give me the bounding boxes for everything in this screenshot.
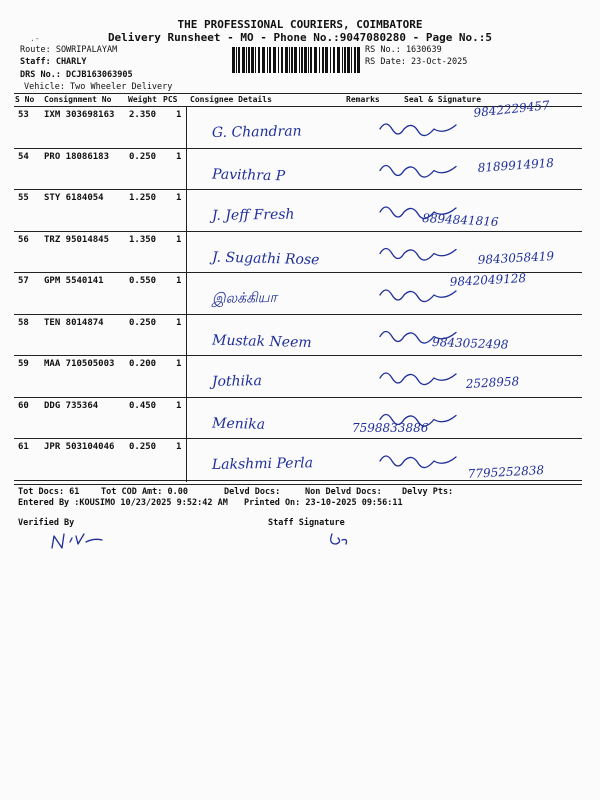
row-signature-scribble	[380, 456, 456, 468]
row-pcs: 1	[176, 276, 182, 286]
row-weight: 0.250	[129, 442, 157, 452]
row-pcs: 1	[176, 400, 182, 411]
col-seal: Seal & Signature	[404, 95, 482, 104]
row-sno: 55	[18, 193, 29, 203]
staff-label: Staff: CHARLY	[20, 57, 87, 67]
row-seal-phone: 7795252838	[467, 463, 545, 481]
row-consignee-handwritten: Lakshmi Perla	[211, 455, 314, 473]
col-remarks: Remarks	[346, 95, 380, 104]
row-sno: 56	[18, 234, 29, 245]
row-consignee-handwritten: Jothika	[211, 373, 263, 390]
printed-on: Printed On: 23-10-2025 09:56:11	[244, 498, 403, 508]
row-pcs: 1	[176, 234, 182, 245]
row-weight: 0.250	[129, 317, 157, 328]
col-consignment: Consignment No	[44, 95, 112, 104]
row-consignee-handwritten: G. Chandran	[211, 123, 302, 141]
row-consignee-handwritten: J. Jeff Fresh	[211, 206, 295, 224]
row-seal-phone: 9843052498	[431, 335, 509, 352]
total-docs: Tot Docs: 61	[18, 487, 80, 497]
row-seal-phone: 9842229457	[472, 98, 551, 120]
row-consignee-handwritten: J. Sugathi Rose	[211, 249, 320, 269]
row-consignment-no: DDG 735364	[44, 400, 99, 411]
verified-by-label: Verified By	[18, 518, 75, 528]
row-consignee-handwritten: Pavithra P	[211, 166, 286, 185]
row-signature-scribble	[380, 249, 456, 261]
staff-signature-label: Staff Signature	[268, 518, 345, 528]
drs-number: DRS No.: DCJB163063905	[20, 70, 133, 80]
row-signature-scribble	[380, 373, 456, 385]
row-seal-phone: 8894841816	[421, 211, 499, 229]
runsheet-subtitle: Delivery Runsheet - MO - Phone No.:9047080280 - Page No.:5	[107, 31, 493, 44]
staff-signature-mark	[326, 530, 352, 550]
row-sno: 61	[18, 442, 29, 452]
col-consignee: Consignee Details	[190, 95, 272, 104]
row-consignee-handwritten: இலக்கியா	[211, 289, 278, 307]
total-cod: Tot COD Amt: 0.00	[101, 487, 188, 497]
row-consignment-no: TRZ 95014845	[44, 234, 110, 245]
row-sno: 54	[18, 151, 29, 162]
row-weight: 2.350	[129, 110, 157, 120]
row-pcs: 1	[176, 151, 182, 162]
row-consignee-handwritten: Mustak Neem	[211, 332, 312, 352]
route-label: Route: SOWRIPALAYAM	[20, 45, 118, 55]
col-weight: Weight	[128, 95, 157, 104]
row-consignee-handwritten: Menika	[211, 415, 266, 433]
col-pcs: PCS	[163, 95, 178, 104]
row-pcs: 1	[176, 193, 182, 203]
row-seal-phone: 8189914918	[477, 155, 555, 175]
row-consignment-no: JPR 503104046	[44, 442, 115, 452]
row-pcs: 1	[176, 110, 182, 120]
rs-number: RS No.: 1630639	[365, 45, 442, 55]
row-weight: 0.250	[129, 151, 157, 162]
row-weight: 0.550	[129, 276, 157, 286]
entered-by: Entered By :KOUSIMO 10/23/2025 9:52:42 AM	[18, 498, 228, 508]
row-consignment-no: PRO 18086183	[44, 151, 110, 162]
row-consignment-no: GPM 5540141	[44, 276, 104, 286]
row-seal-phone: 9843058419	[477, 249, 555, 267]
row-seal-phone: 7598833886	[352, 421, 429, 435]
row-signature-scribble	[380, 124, 456, 136]
rs-date: RS Date: 23-Oct-2025	[365, 57, 468, 67]
row-weight: 1.350	[129, 234, 157, 245]
row-weight: 0.200	[129, 359, 157, 369]
row-pcs: 1	[176, 317, 182, 328]
delivery-points: Delvy Pts:	[402, 487, 454, 497]
row-consignment-no: STY 6184054	[44, 193, 104, 203]
row-weight: 1.250	[129, 193, 157, 203]
vehicle-label: Vehicle: Two Wheeler Delivery	[24, 82, 173, 92]
row-sno: 60	[18, 400, 29, 411]
row-sno: 58	[18, 317, 29, 328]
row-sno: 53	[18, 110, 29, 120]
row-signature-scribble	[380, 166, 456, 178]
verifier-signature	[48, 528, 108, 554]
row-consignment-no: MAA 710505003	[44, 359, 115, 369]
delivered-docs: Delvd Docs:	[224, 487, 281, 497]
row-pcs: 1	[176, 442, 182, 452]
row-seal-phone: 9842049128	[449, 271, 527, 289]
row-consignment-no: IXM 303698163	[44, 110, 115, 120]
row-sno: 57	[18, 276, 29, 286]
row-signature-scribble	[380, 290, 456, 302]
row-pcs: 1	[176, 359, 182, 369]
row-weight: 0.450	[129, 400, 157, 411]
col-sno: S No	[15, 95, 35, 104]
row-sno: 59	[18, 359, 29, 369]
company-title: THE PROFESSIONAL COURIERS, COIMBATORE	[177, 18, 423, 31]
row-consignment-no: TEN 8014874	[44, 317, 104, 328]
row-seal-phone: 2528958	[465, 374, 520, 391]
scan-mark: .-	[30, 34, 40, 43]
non-delivered-docs: Non Delvd Docs:	[305, 487, 382, 497]
